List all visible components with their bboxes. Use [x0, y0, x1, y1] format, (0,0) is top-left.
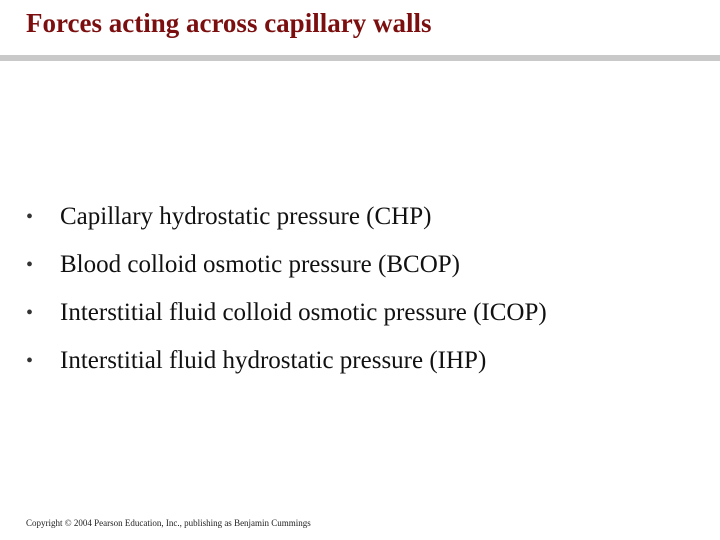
- copyright-notice: Copyright © 2004 Pearson Education, Inc., publishing as Benjamin Cummings: [26, 518, 311, 528]
- bullet-text: Capillary hydrostatic pressure (CHP): [60, 203, 432, 230]
- bullet-icon: •: [26, 350, 34, 372]
- bullet-item-icop: [26, 289, 547, 337]
- bullet-icon: •: [26, 206, 34, 228]
- bullet-item-chp: [26, 193, 547, 241]
- bullet-icon: •: [26, 254, 34, 276]
- bullet-text: Interstitial fluid colloid osmotic pressure (ICOP): [60, 299, 547, 326]
- bullet-icon: •: [26, 302, 34, 324]
- bullet-text: Blood colloid osmotic pressure (BCOP): [60, 251, 460, 278]
- slide-title: Forces acting across capillary walls: [26, 8, 432, 38]
- bullet-list: [26, 193, 547, 385]
- bullet-text: Interstitial fluid hydrostatic pressure (IHP): [60, 347, 487, 374]
- title-divider: [0, 55, 720, 61]
- bullet-item-ihp: [26, 337, 547, 385]
- bullet-item-bcop: [26, 241, 547, 289]
